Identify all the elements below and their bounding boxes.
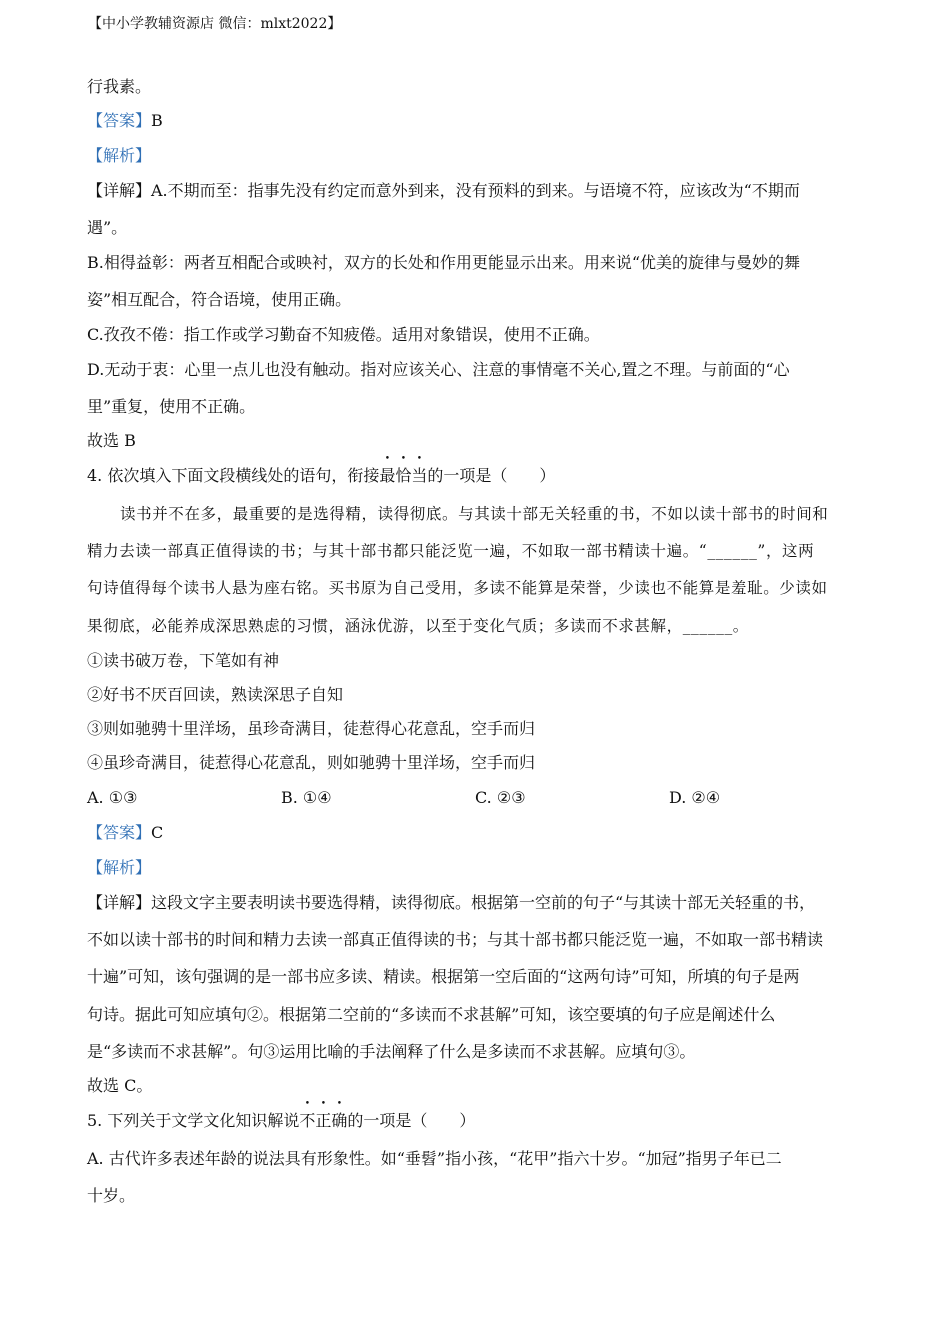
q4-passage-line: 精力去读一部真正值得读的书；与其十部书都只能泛览一遍，不如取一部书精读十遍。“______”，这两 bbox=[87, 542, 815, 560]
q4-detail-line: 不如以读十部书的时间和精力去读一部真正值得读的书；与其十部书都只能泛览一遍，不如取一部书精读 bbox=[87, 930, 824, 949]
q4-stem-text: 的一项是（ ） bbox=[427, 466, 556, 485]
q3-tail-line: 行我素。 bbox=[87, 77, 152, 96]
q4-option-b: B. ①④ bbox=[281, 788, 332, 807]
q5-option-a: A. 古代许多表述年龄的说法具有形象性。如“垂髫”指小孩，“花甲”指六十岁。“加冠”指男子年已二 bbox=[87, 1149, 782, 1168]
emphasis-dot-char: 确 bbox=[331, 1111, 348, 1130]
q3-detail-line: 【详解】A.不期而至：指事先没有约定而意外到来，没有预料的到来。与语境不符，应该改为“不期而 bbox=[87, 181, 800, 200]
q4-item: ③则如驰骋十里洋场，虽珍奇满目，徒惹得心花意乱，空手而归 bbox=[87, 719, 536, 738]
q3-answer-value: B bbox=[151, 111, 163, 130]
q5-stem-text: 的一项是（ ） bbox=[347, 1111, 476, 1130]
q3-answer-line bbox=[87, 111, 163, 131]
q5-stem bbox=[87, 1111, 475, 1131]
q4-detail-line: 十遍”可知，该句强调的是一部书应多读、精读。根据第一空后面的“这两句诗”可知，所填的句子是两 bbox=[87, 967, 800, 986]
q3-option-b-analysis: B.相得益彰：两者互相配合或映衬，双方的长处和作用更能显示出来。用来说“优美的旋律与曼妙的舞 bbox=[87, 253, 801, 272]
q3-option-c-analysis: C.孜孜不倦：指工作或学习勤奋不知疲倦。适用对象错误，使用不正确。 bbox=[87, 325, 600, 344]
q3-analysis-tag: 【解析】 bbox=[87, 146, 152, 165]
q3-option-b-analysis: 姿”相互配合，符合语境，使用正确。 bbox=[87, 290, 352, 309]
q4-detail-line: 句诗。据此可知应填句②。根据第二空前的“多读而不求甚解”可知，该空要填的句子应是阐述什么 bbox=[87, 1005, 776, 1024]
q4-detail-line: 【详解】这段文字主要表明读书要选得精，读得彻底。根据第一空前的句子“与其读十部无关轻重的书， bbox=[87, 893, 816, 912]
q5-option-a: 十岁。 bbox=[87, 1186, 136, 1205]
emphasis-dot-char: 当 bbox=[411, 466, 428, 485]
emphasis-dot-char: 正 bbox=[315, 1111, 332, 1130]
q3-option-d-analysis: D.无动于衷：心里一点儿也没有触动。指对应该关心、注意的事情毫不关心,置之不理。与前面的“心 bbox=[87, 360, 790, 379]
emphasis-dot-char: 最 bbox=[379, 466, 396, 485]
q4-answer-line bbox=[87, 823, 163, 843]
q4-answer-value: C bbox=[151, 823, 164, 842]
q4-detail-line: 是“多读而不求甚解”。句③运用比喻的手法阐释了什么是多读而不求甚解。应填句③。 bbox=[87, 1042, 696, 1061]
q4-option-d: D. ②④ bbox=[669, 788, 721, 807]
q4-analysis-tag: 【解析】 bbox=[87, 858, 152, 877]
q4-option-c: C. ②③ bbox=[475, 788, 526, 807]
q4-item: ④虽珍奇满目，徒惹得心花意乱，则如驰骋十里洋场，空手而归 bbox=[87, 753, 536, 772]
q4-item: ①读书破万卷，下笔如有神 bbox=[87, 651, 280, 670]
emphasis-dot-char: 恰 bbox=[395, 466, 412, 485]
emphasis-dot-char: 不 bbox=[299, 1111, 316, 1130]
answer-tag: 【答案】 bbox=[87, 823, 152, 842]
q4-stem bbox=[87, 466, 555, 486]
q3-option-d-analysis: 里”重复，使用不正确。 bbox=[87, 397, 256, 416]
q4-passage-line: 句诗值得每个读书人悬为座右铭。买书原为自己受用，多读不能算是荣誉，少读也不能算是羞耻。少读如 bbox=[87, 579, 828, 597]
q4-item: ②好书不厌百回读，熟读深思子自知 bbox=[87, 685, 344, 704]
q4-passage-line: 读书并不在多，最重要的是选得精，读得彻底。与其读十部无关轻重的书，不如以读十部书的时间和 bbox=[120, 505, 829, 523]
q3-conclusion: 故选 B bbox=[87, 431, 136, 450]
q5-stem-text: 5. 下列关于文学文化知识解说 bbox=[87, 1111, 300, 1130]
page-header: 【中小学教辅资源店 微信：mlxt2022】 bbox=[88, 16, 342, 32]
q4-passage-line: 果彻底，必能养成深思熟虑的习惯，涵泳优游，以至于变化气质；多读而不求甚解，______。 bbox=[87, 617, 749, 635]
q4-option-a: A. ①③ bbox=[87, 788, 138, 807]
q4-stem-text: 4. 依次填入下面文段横线处的语句，衔接 bbox=[87, 466, 380, 485]
q3-detail-line: 遇”。 bbox=[87, 218, 128, 237]
answer-tag: 【答案】 bbox=[87, 111, 152, 130]
q4-conclusion: 故选 C。 bbox=[87, 1076, 153, 1095]
